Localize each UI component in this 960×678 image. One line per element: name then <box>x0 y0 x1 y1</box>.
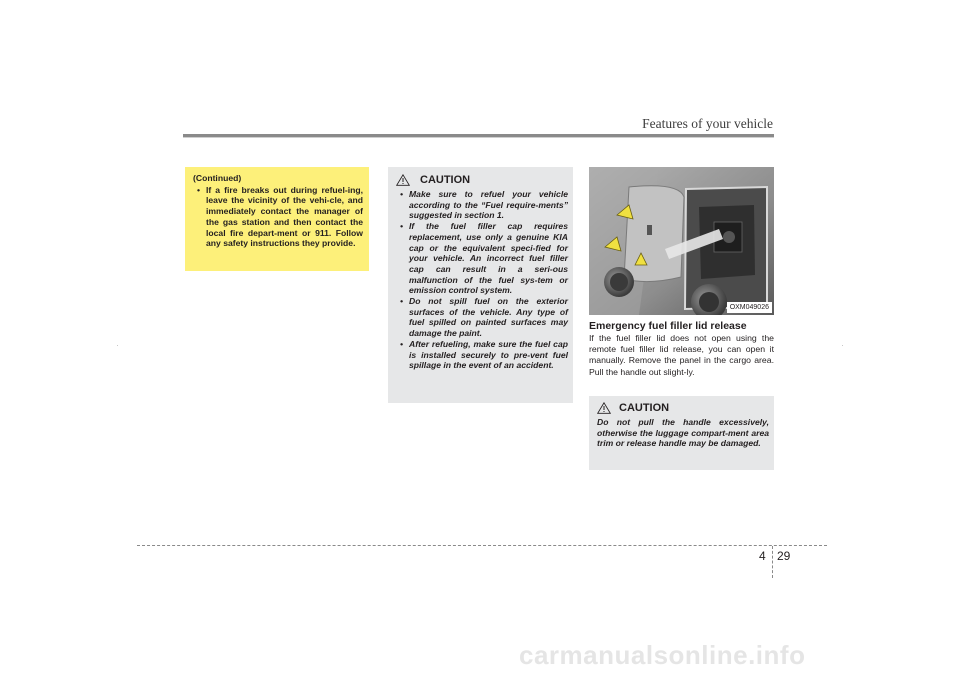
caution-text-2: Do not pull the handle excessively, otherwise the luggage compart-ment area trim or release handle may be damaged. <box>597 417 769 449</box>
cargo-panel-photo <box>589 167 774 315</box>
footer-rule <box>137 545 827 546</box>
caution-bullet: • If the fuel filler cap requires replacement, use only a genuine KIA cap or the equivalent speci-fied for your vehicle. An incorrect fuel filler cap can result in a seri-ous malfunction of the fuel sys-tem or emission control system. <box>396 221 568 296</box>
caution-box <box>388 167 573 403</box>
caution-title: CAUTION <box>420 174 471 186</box>
caution-header-2 <box>597 402 769 414</box>
caution-box-2 <box>589 396 774 470</box>
header-title: Features of your vehicle <box>642 116 773 131</box>
page-number-divider <box>772 546 773 578</box>
watermark: carmanualsonline.info <box>519 640 806 670</box>
caution-title-2: CAUTION <box>619 402 670 414</box>
header-rule-shadow <box>183 137 774 138</box>
registration-dot <box>117 345 118 346</box>
caution-bullet: • After refueling, make sure the fuel cap is installed securely to pre-vent fuel spillage in the event of an accident. <box>396 339 568 371</box>
warning-triangle-icon <box>597 402 611 414</box>
caution-bullet: • Make sure to refuel your vehicle according to the “Fuel require-ments” suggested in section 1. <box>396 189 568 221</box>
cargo-panel-release-photo-icon <box>589 167 774 315</box>
section-heading: Emergency fuel filler lid release <box>589 320 747 332</box>
registration-dot <box>842 345 843 346</box>
section-body: If the fuel filler lid does not open using the remote fuel filler lid release, you can open it manually. Remove the panel in the cargo area. Pull the handle out slight-ly. <box>589 333 774 377</box>
chapter-number: 4 <box>759 549 766 563</box>
continued-bullet: • If a fire breaks out during refuel-ing, leave the vicinity of the vehi-cle, and immediately contact the manager of the gas station and then contact the local fire depart-ment or 911. Follow any safety instructions they provide. <box>193 185 363 249</box>
caution-header <box>396 174 568 186</box>
continued-warning-box <box>185 167 369 271</box>
page-number: 29 <box>777 549 791 563</box>
warning-triangle-icon <box>396 174 410 186</box>
photo-code: OXM049026 <box>727 302 772 313</box>
continued-label: (Continued) <box>193 173 242 183</box>
caution-bullet: • Do not spill fuel on the exterior surfaces of the vehicle. Any type of fuel spilled on painted surfaces may damage the paint. <box>396 296 568 339</box>
